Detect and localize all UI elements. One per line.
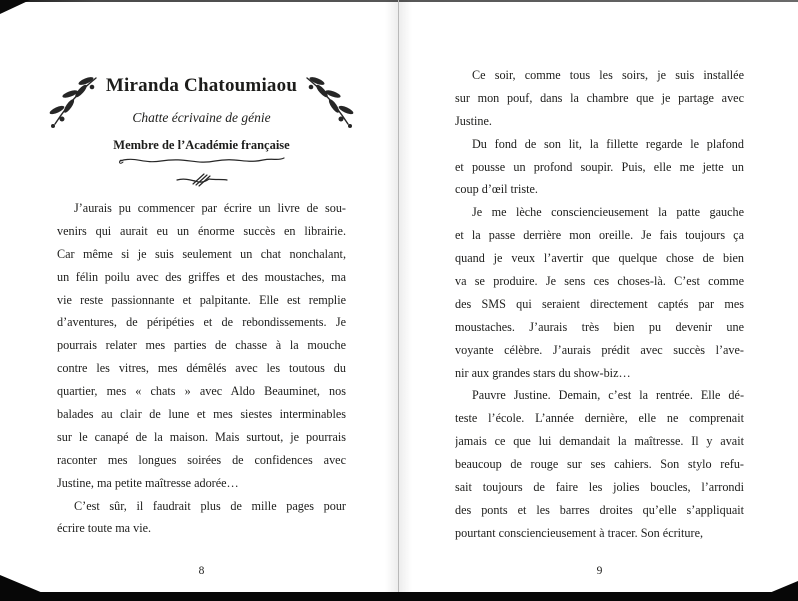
paragraph xyxy=(455,201,744,384)
text-line: venirs qui aurait eu un énorme succès en librairie. xyxy=(57,223,346,238)
text-line: Justine. xyxy=(455,113,492,128)
spine-shadow-right xyxy=(399,0,412,601)
text-line: J’aurais pu commencer par écrire un livre de sou- xyxy=(74,201,346,215)
page-left xyxy=(57,0,346,601)
text-line: beaucoup de rouge sur ses cahiers. Son stylo refu- xyxy=(455,457,744,472)
paragraph xyxy=(455,384,744,544)
text-line: un félin poilu avec des griffes et des moustaches, ma xyxy=(57,269,346,284)
corner-shadow-bottom-right xyxy=(750,581,798,601)
text-line: va se produire. Je sens ces choses-là. C’est comme xyxy=(455,274,744,289)
flourish-underline-icon xyxy=(117,153,287,167)
text-line: vie reste passionnante et palpitante. Elle est remplie xyxy=(57,292,346,307)
text-line: contre les vitres, mes démêlés avec les toutous du xyxy=(57,361,346,376)
character-name-title: Miranda Chatoumiaou xyxy=(105,75,298,96)
text-line: Pauvre Justine. Demain, c’est la rentrée. Elle dé- xyxy=(472,388,744,403)
membership-line: Membre de l’Académie française xyxy=(113,138,290,152)
text-line: quand je veux l’avertir que quelque chose de bien xyxy=(455,251,744,266)
text-line: sait toujours de faire les jolies boucles, l’arrondi xyxy=(455,480,744,495)
twig-divider-icon xyxy=(176,171,228,189)
text-line: raconter mes longues soirées de confidences avec xyxy=(57,452,346,467)
text-line: nir aux grandes stars du show-biz… xyxy=(455,365,631,380)
text-line: Je me lèche consciencieusement la patte gauche xyxy=(472,205,744,220)
paragraph xyxy=(57,495,346,541)
text-line: sur mon pouf, dans la chambre que je partage avec xyxy=(455,90,744,105)
character-subtitle: Chatte écrivaine de génie xyxy=(132,110,271,125)
text-line: écrire toute ma vie. xyxy=(57,521,152,536)
text-line: C’est sûr, il faudrait plus de mille pages pour xyxy=(74,498,346,513)
page-text-left xyxy=(57,197,346,540)
page-right xyxy=(455,0,744,601)
text-line: d’aventures, de péripéties et de rebondissements. Je xyxy=(57,315,346,330)
corner-shadow-bottom-left xyxy=(0,575,62,601)
text-line: Ce soir, comme tous les soirs, je suis installée xyxy=(472,68,744,82)
text-line: Justine, ma petite maîtresse adorée… xyxy=(57,475,239,490)
text-line: et pousse un profond soupir. Puis, elle me jette un xyxy=(455,159,744,174)
text-line: Du fond de son lit, la fillette regarde le plafond xyxy=(472,136,744,151)
paragraph xyxy=(455,64,744,133)
paragraph xyxy=(455,133,744,202)
text-line: quartier, mes « chats » avec Aldo Beauminet, nos xyxy=(57,384,346,399)
text-line: voyante célèbre. J’aurais prédit avec succès l’ave- xyxy=(455,342,744,357)
book-bottom-edge xyxy=(0,592,798,601)
page-number-right: 9 xyxy=(596,565,603,577)
text-line: balades au clair de lune et mes siestes interminables xyxy=(57,407,346,422)
page-spine-divider xyxy=(398,0,399,601)
page-number-left: 8 xyxy=(198,565,205,577)
chapter-header xyxy=(57,0,346,196)
text-line: pourtant consciencieusement à tracer. Son écriture, xyxy=(455,525,704,540)
text-line: teste l’école. L’année dernière, elle ne comprenait xyxy=(455,411,744,426)
text-line: moustaches. J’aurais très bien pu devenir une xyxy=(455,319,744,334)
paragraph xyxy=(57,197,346,495)
page-text-right xyxy=(455,64,744,545)
corner-shadow-top-left xyxy=(0,0,30,14)
text-line: des ponts et les barres droites qu’elle s’appliquait xyxy=(455,502,744,517)
text-line: coup d’œil triste. xyxy=(455,182,538,197)
spine-shadow-left xyxy=(385,0,398,601)
text-line: pourrais relater mes parties de chasse à la mouche xyxy=(57,338,346,353)
text-line: sur le canapé de la maison. Mais surtout, je pourrais xyxy=(57,429,346,444)
text-line: des SMS qui seraient directement captés par mes xyxy=(455,296,744,311)
text-line: et la passe derrière mon oreille. Je fais toujours ça xyxy=(455,228,744,243)
text-line: jamais ce que lui demandait la maîtresse. Il y avait xyxy=(455,434,744,449)
text-line: Car même si je suis seulement un chat nonchalant, xyxy=(57,246,346,261)
